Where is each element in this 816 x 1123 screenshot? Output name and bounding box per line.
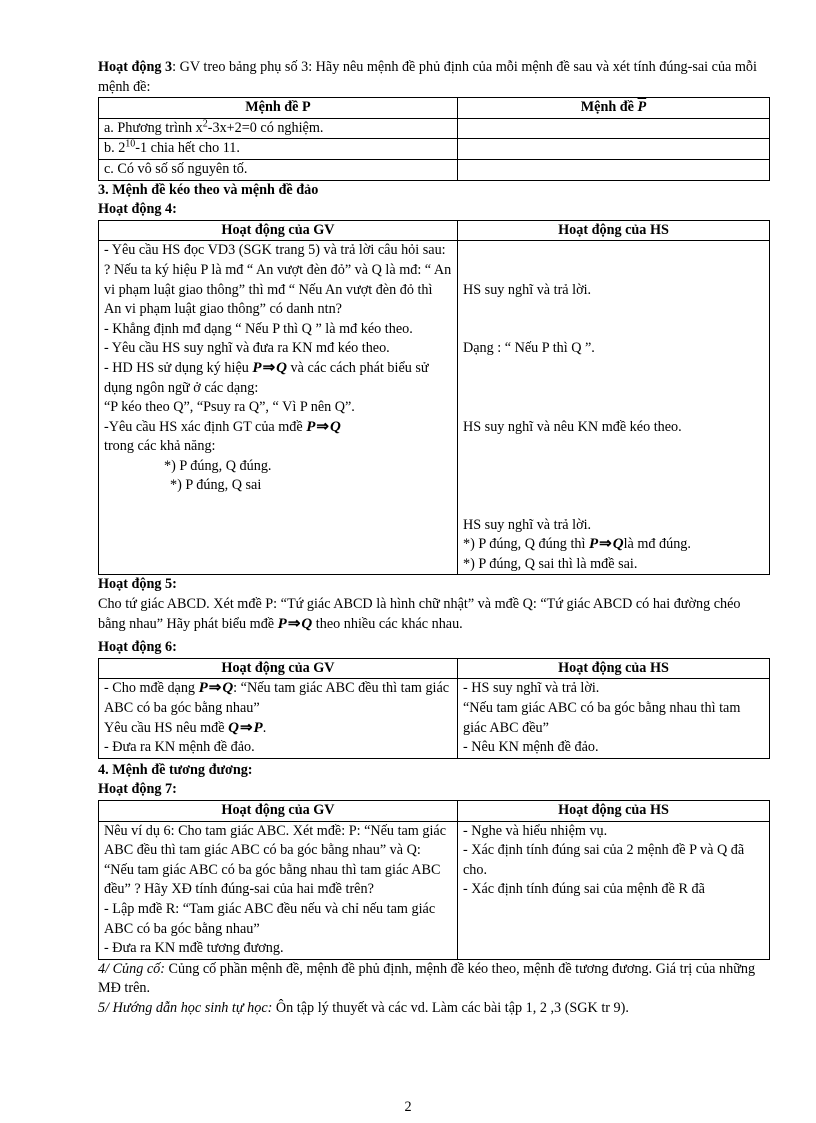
- hd3-table: [98, 97, 770, 180]
- hd4-col-hs: Hoạt động của HS: [457, 220, 769, 241]
- hd6-gv-cell: - Cho mđề dạng P⇒Q: “Nếu tam giác ABC đều thì tam giác ABC có ba góc bằng nhau” Yêu cầu HS nêu mđề Q⇒P. - Đưa ra KN mệnh đề đảo.: [99, 679, 458, 758]
- table-row: [99, 241, 770, 575]
- hd3-intro: [98, 58, 770, 97]
- table-row: [99, 821, 770, 959]
- hd3-text: : GV treo bảng phụ số 3: Hãy nêu mệnh đề phủ định của mỗi mệnh đề sau và xét tính đúng-sai của mỗi mệnh đề:: [98, 59, 757, 95]
- hd3-row-a: a. Phương trình $x^2-3x+2=0$ có nghiệm.: [99, 118, 458, 139]
- hd4-label: Hoạt động 4:: [98, 201, 177, 218]
- hd3-col-notp: Mệnh đề $\overline{P}$: [457, 98, 769, 119]
- table-row: [99, 679, 770, 758]
- cung-co-label: 4/ Củng cố:: [98, 960, 165, 977]
- hd5-label: Hoạt động 5:: [98, 576, 177, 593]
- hd3-row-c: c. Có vô số số nguyên tố.: [99, 159, 458, 180]
- hd5-text: Cho tứ giác ABCD. Xét mđề P: “Tứ giác ABCD là hình chữ nhật” và mđề Q: “Tứ giác ABCD có hai đường chéo bằng nhau” Hãy phát biểu mđề P⇒Q theo nhiều các khác nhau.: [98, 596, 741, 632]
- cung-co-paragraph: 4/ Củng cố: Củng cố phần mệnh đề, mệnh đề phủ định, mệnh đề kéo theo, mệnh đề tương đương. Giá trị của những MĐ trên.: [98, 960, 756, 997]
- implication-symbol: P⇒Q: [306, 418, 341, 435]
- table-row: [99, 159, 770, 180]
- hd3-row-b: b. $2^{10}-1$ chia hết cho 11.: [99, 139, 458, 160]
- huong-dan-paragraph: 5/ Hướng dẫn học sinh tự học: Ôn tập lý thuyết và các vd. Làm các bài tập 1, 2 ,3 (SGK tr 9).: [98, 999, 629, 1016]
- table-row: [99, 118, 770, 139]
- page-content: [98, 58, 770, 1019]
- section-3-title: 3. Mệnh đề kéo theo và mệnh đề đảo: [98, 181, 319, 198]
- hd7-gv-cell: Nêu ví dụ 6: Cho tam giác ABC. Xét mđề: P: “Nếu tam giác ABC đều thì tam giác ABC có ba góc bằng nhau” và Q: “Nếu tam giác ABC có ba góc bằng nhau thì tam giác ABC đều” ? Hãy XĐ tính đúng-sai của hai mđề trên? - Lập mđề R: “Tam giác ABC đều nếu và chỉ nếu tam giác ABC có ba góc bằng nhau” - Đưa ra KN mđề tương đương.: [99, 821, 458, 959]
- page-number: 2: [404, 1099, 412, 1115]
- hd7-hs-cell: - Nghe và hiểu nhiệm vụ. - Xác định tính đúng sai của 2 mệnh đề P và Q đã cho. - Xác định tính đúng sai của mệnh đề R đã: [457, 821, 769, 959]
- hd6-col-gv: Hoạt động của GV: [99, 658, 458, 679]
- hd6-col-hs: Hoạt động của HS: [457, 658, 769, 679]
- hd3-row-a-answer[interactable]: [457, 118, 769, 139]
- hd7-table: [98, 800, 770, 960]
- implication-symbol: P⇒Q: [588, 536, 624, 553]
- hd4-hs-cell: HS suy nghĩ và trả lời. Dạng : “ Nếu P thì Q ”. HS suy nghĩ và nêu KN mđề kéo theo. HS suy nghĩ và trả lời. *) P đúng, Q đúng thì P⇒Qlà mđ đúng. *) P đúng, Q sai thì là mđề sai.: [457, 241, 769, 575]
- implication-symbol: P⇒Q: [252, 359, 287, 376]
- hd4-col-gv: Hoạt động của GV: [99, 220, 458, 241]
- hd4-gv-cell: - Yêu cầu HS đọc VD3 (SGK trang 5) và trả lời câu hỏi sau: ? Nếu ta ký hiệu P là mđ “ An vượt đèn đỏ” và Q là mđ: “ An vi phạm luật giao thông” thì mđ “ Nếu An vượt đèn đỏ thì An vi phạm luật giao thông” có danh ntn? - Khẳng định mđ dạng “ Nếu P thì Q ” là mđ kéo theo. - Yêu cầu HS suy nghĩ và đưa ra KN mđ kéo theo. - HD HS sử dụng ký hiệu P⇒Q và các cách phát biểu sử dụng ngôn ngữ ở các dạng: “P kéo theo Q”, “Psuy ra Q”, “ Vì P nên Q”. -Yêu cầu HS xác định GT của mđề P⇒Q trong các khả năng: *) P đúng, Q đúng. *) P đúng, Q sai: [99, 241, 458, 575]
- p-bar-symbol: $\overline{P}$: [637, 99, 647, 116]
- hd3-col-p: Mệnh đề P: [99, 98, 458, 119]
- huong-dan-label: 5/ Hướng dẫn học sinh tự học:: [98, 999, 273, 1016]
- hd7-label: Hoạt động 7:: [98, 781, 177, 798]
- hd3-label: Hoạt động 3: [98, 59, 173, 75]
- hd6-table: [98, 658, 770, 759]
- hd7-col-hs: Hoạt động của HS: [457, 800, 769, 821]
- hd3-row-b-answer[interactable]: [457, 139, 769, 160]
- implication-symbol: P⇒Q: [198, 680, 234, 697]
- hd6-hs-cell: - HS suy nghĩ và trả lời. “Nếu tam giác ABC có ba góc bằng nhau thì tam giác ABC đều” - Nêu KN mệnh đề đảo.: [457, 679, 769, 758]
- hd3-row-c-answer[interactable]: [457, 159, 769, 180]
- section-4-title: 4. Mệnh đề tương đương:: [98, 761, 253, 778]
- hd6-label: Hoạt động 6:: [98, 639, 177, 656]
- converse-symbol: Q⇒P: [228, 719, 263, 736]
- table-row: [99, 139, 770, 160]
- hd4-table: [98, 220, 770, 576]
- implication-symbol: P⇒Q: [277, 615, 313, 632]
- hd7-col-gv: Hoạt động của GV: [99, 800, 458, 821]
